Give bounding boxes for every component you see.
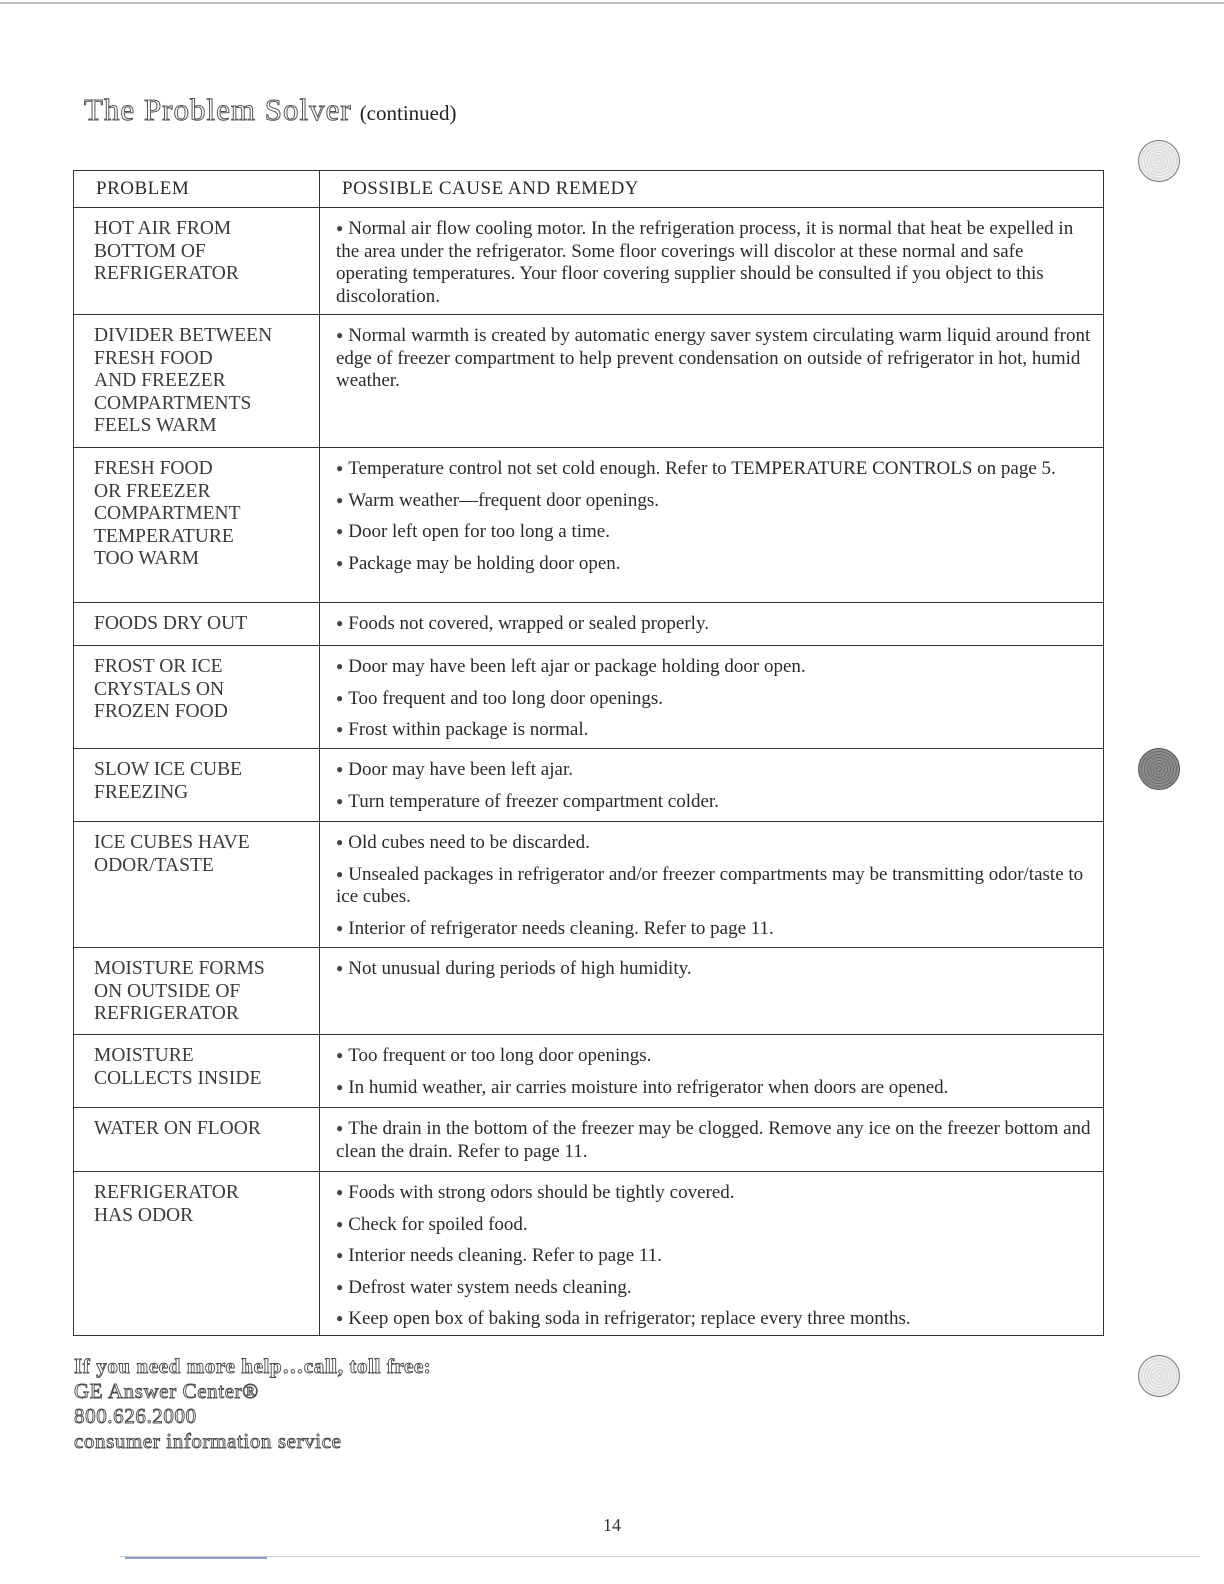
- problem-line: FRESH FOOD: [94, 458, 213, 479]
- bullet-icon: ●: [336, 722, 344, 736]
- table-row: [74, 646, 1104, 749]
- bullet-icon: ●: [336, 1279, 344, 1294]
- remedy-cell: [320, 448, 1104, 603]
- bullet-icon: ●: [336, 1248, 344, 1262]
- remedy-cell: [320, 646, 1104, 749]
- table-row: [74, 208, 1104, 315]
- bullet-icon: ●: [336, 616, 344, 630]
- remedy-text: Normal air flow cooling motor. In the refrigeration process, it is normal that heat be expelled in the area under the refrigerator. Some floor coverings will discolor at these normal and safe operating temperatures. Your floor covering supplier should be consulted if you object to this discoloration.: [336, 218, 1074, 307]
- help-call-line: If you need more help…call, toll free:: [74, 1354, 432, 1378]
- table-row: [74, 1108, 1104, 1172]
- remedy-item: [336, 1244, 1093, 1268]
- table-row: [74, 603, 1104, 646]
- problem-column-header: PROBLEM: [74, 171, 320, 208]
- problem-line: FROST OR ICE: [94, 656, 223, 677]
- remedy-cell: [320, 208, 1104, 315]
- remedy-cell: [320, 822, 1104, 948]
- remedy-text: Old cubes need to be discarded.: [348, 832, 590, 853]
- remedy-text: Frost within package is normal.: [348, 719, 589, 740]
- bullet-icon: ●: [336, 961, 344, 975]
- remedy-item: [336, 917, 1093, 941]
- remedy-item: [336, 612, 1093, 636]
- problem-line: ICE CUBES HAVE: [94, 832, 250, 853]
- bullet-icon: ●: [336, 524, 344, 538]
- problem-line: MOISTURE: [94, 1045, 194, 1066]
- table-header-row: [74, 171, 1104, 208]
- remedy-cell: [320, 1035, 1104, 1108]
- remedy-item: [336, 217, 1093, 308]
- remedy-text: Interior needs cleaning. Refer to page 11.: [348, 1245, 662, 1266]
- remedy-text: Too frequent and too long door openings.: [348, 687, 664, 709]
- problem-cell: [74, 1108, 320, 1172]
- remedy-text: Door may have been left ajar or package holding door open.: [348, 656, 806, 677]
- problem-cell: [74, 208, 320, 315]
- bullet-icon: ●: [336, 1048, 344, 1062]
- bullet-icon: ●: [336, 461, 344, 475]
- binder-hole-icon: [1138, 748, 1180, 790]
- problem-cell: [74, 1035, 320, 1108]
- remedy-text: Normal warmth is created by automatic energy saver system circulating warm liquid around front edge of freezer compartment to help prevent condensation on outside of refrigerator in hot, humid weather.: [336, 325, 1091, 391]
- bullet-icon: ●: [336, 659, 344, 673]
- answer-center-name: GE Answer Center®: [74, 1379, 259, 1403]
- help-contact-block: [74, 1354, 431, 1454]
- service-description: consumer information service: [74, 1429, 342, 1453]
- remedy-text: Foods not covered, wrapped or sealed properly.: [348, 613, 709, 634]
- remedy-text: Foods with strong odors should be tightly covered.: [348, 1182, 735, 1203]
- remedy-text: Door left open for too long a time.: [348, 521, 610, 542]
- remedy-text: Not unusual during periods of high humidity.: [348, 958, 692, 979]
- bullet-icon: ●: [336, 221, 344, 235]
- bullet-icon: ●: [336, 1121, 344, 1135]
- problem-line: COMPARTMENTS: [94, 392, 252, 414]
- problem-line: HOT AIR FROM: [94, 218, 232, 239]
- remedy-text: Keep open box of baking soda in refrigerator; replace every three months.: [348, 1308, 911, 1329]
- remedy-text: Package may be holding door open.: [348, 552, 621, 574]
- remedy-column-header: POSSIBLE CAUSE AND REMEDY: [320, 171, 1104, 208]
- problem-cell: [74, 948, 320, 1035]
- title-main-text: The Problem Solver: [84, 92, 352, 127]
- bullet-icon: ●: [336, 328, 344, 342]
- problem-line: TEMPERATURE: [94, 525, 234, 547]
- problem-line: BOTTOM OF: [94, 240, 206, 262]
- problem-cell: [74, 603, 320, 646]
- bottom-rule: [120, 1556, 1200, 1557]
- binder-hole-icon: [1138, 140, 1180, 182]
- problem-line: FEELS WARM: [94, 415, 217, 436]
- remedy-text: The drain in the bottom of the freezer may be clogged. Remove any ice on the freezer bottom and clean the drain. Refer to page 11.: [336, 1118, 1091, 1162]
- problem-line: MOISTURE FORMS: [94, 958, 265, 979]
- problem-line: REFRIGERATOR: [94, 1003, 239, 1024]
- table-row: [74, 448, 1104, 603]
- remedy-text: Unsealed packages in refrigerator and/or freezer compartments may be transmitting odor/taste to ice cubes.: [336, 863, 1084, 907]
- remedy-cell: [320, 1108, 1104, 1172]
- problem-line: FRESH FOOD: [94, 347, 213, 369]
- problem-line: OR FREEZER: [94, 480, 211, 502]
- remedy-item: [336, 718, 1093, 742]
- remedy-item: [336, 552, 1093, 576]
- table-row: [74, 1035, 1104, 1108]
- remedy-item: [336, 1181, 1093, 1205]
- remedy-item: [336, 489, 1093, 513]
- problem-cell: [74, 822, 320, 948]
- remedy-item: [336, 1117, 1093, 1163]
- binder-hole-icon: [1138, 1355, 1180, 1397]
- bullet-icon: ●: [336, 866, 344, 881]
- remedy-item: [336, 324, 1093, 393]
- table-row: [74, 749, 1104, 822]
- bullet-icon: ●: [336, 920, 344, 935]
- remedy-item: [336, 1044, 1093, 1068]
- page-title: [84, 92, 456, 128]
- remedy-item: [336, 758, 1093, 782]
- problem-line: WATER ON FLOOR: [94, 1118, 261, 1139]
- problem-line: FOODS DRY OUT: [94, 613, 248, 634]
- remedy-text: In humid weather, air carries moisture into refrigerator when doors are opened.: [348, 1076, 949, 1098]
- remedy-text: Door may have been left ajar.: [348, 759, 573, 780]
- remedy-text: Too frequent or too long door openings.: [348, 1045, 652, 1066]
- problem-line: SLOW ICE CUBE: [94, 759, 243, 780]
- table-row: [74, 1172, 1104, 1336]
- remedy-cell: [320, 1172, 1104, 1336]
- remedy-item: [336, 863, 1093, 909]
- bullet-icon: ●: [336, 1216, 344, 1231]
- remedy-cell: [320, 948, 1104, 1035]
- bottom-rule-accent: [125, 1557, 267, 1559]
- problem-line: COMPARTMENT: [94, 503, 241, 524]
- remedy-item: [336, 957, 1093, 981]
- bullet-icon: ●: [336, 555, 344, 570]
- remedy-text: Interior of refrigerator needs cleaning. Refer to page 11.: [348, 917, 774, 939]
- title-continued-text: (continued): [359, 101, 457, 125]
- remedy-text: Defrost water system needs cleaning.: [348, 1276, 632, 1298]
- problem-line: FREEZING: [94, 781, 189, 803]
- remedy-cell: [320, 315, 1104, 448]
- problem-line: ON OUTSIDE OF: [94, 980, 241, 1002]
- remedy-item: [336, 687, 1093, 711]
- table-row: [74, 315, 1104, 448]
- bullet-icon: ●: [336, 1079, 344, 1094]
- remedy-item: [336, 457, 1093, 481]
- top-edge-rule: [0, 2, 1224, 4]
- problem-line: TOO WARM: [94, 548, 199, 569]
- problem-cell: [74, 448, 320, 603]
- remedy-item: [336, 1076, 1093, 1100]
- table-row: [74, 948, 1104, 1035]
- remedy-cell: [320, 749, 1104, 822]
- remedy-item: [336, 1276, 1093, 1300]
- problem-line: HAS ODOR: [94, 1204, 194, 1226]
- bullet-icon: ●: [336, 793, 344, 808]
- remedy-item: [336, 520, 1093, 544]
- problem-line: REFRIGERATOR: [94, 263, 239, 284]
- remedy-item: [336, 790, 1093, 814]
- table-row: [74, 822, 1104, 948]
- remedy-item: [336, 1213, 1093, 1237]
- bullet-icon: ●: [336, 1185, 344, 1199]
- problem-line: AND FREEZER: [94, 370, 226, 391]
- bullet-icon: ●: [336, 835, 344, 849]
- bullet-icon: ●: [336, 1311, 344, 1325]
- problem-cell: [74, 315, 320, 448]
- problem-cell: [74, 749, 320, 822]
- remedy-text: Turn temperature of freezer compartment colder.: [348, 790, 719, 812]
- bullet-icon: ●: [336, 762, 344, 776]
- remedy-item: [336, 831, 1093, 855]
- problem-line: ODOR/TASTE: [94, 854, 214, 876]
- problem-solver-table: [73, 170, 1104, 1336]
- problem-line: FROZEN FOOD: [94, 701, 228, 722]
- remedy-text: Check for spoiled food.: [348, 1213, 528, 1235]
- problem-line: COLLECTS INSIDE: [94, 1067, 262, 1089]
- toll-free-number: 800.626.2000: [74, 1404, 197, 1428]
- remedy-item: [336, 655, 1093, 679]
- problem-line: REFRIGERATOR: [94, 1182, 239, 1203]
- bullet-icon: ●: [336, 690, 344, 705]
- page-number: 14: [603, 1515, 621, 1535]
- remedy-cell: [320, 603, 1104, 646]
- remedy-text: Warm weather—frequent door openings.: [348, 489, 660, 511]
- remedy-text: Temperature control not set cold enough. Refer to TEMPERATURE CONTROLS on page 5.: [348, 458, 1056, 479]
- problem-line: CRYSTALS ON: [94, 678, 225, 700]
- bullet-icon: ●: [336, 492, 344, 507]
- remedy-item: [336, 1307, 1093, 1331]
- problem-cell: [74, 646, 320, 749]
- problem-line: DIVIDER BETWEEN: [94, 325, 273, 346]
- problem-cell: [74, 1172, 320, 1336]
